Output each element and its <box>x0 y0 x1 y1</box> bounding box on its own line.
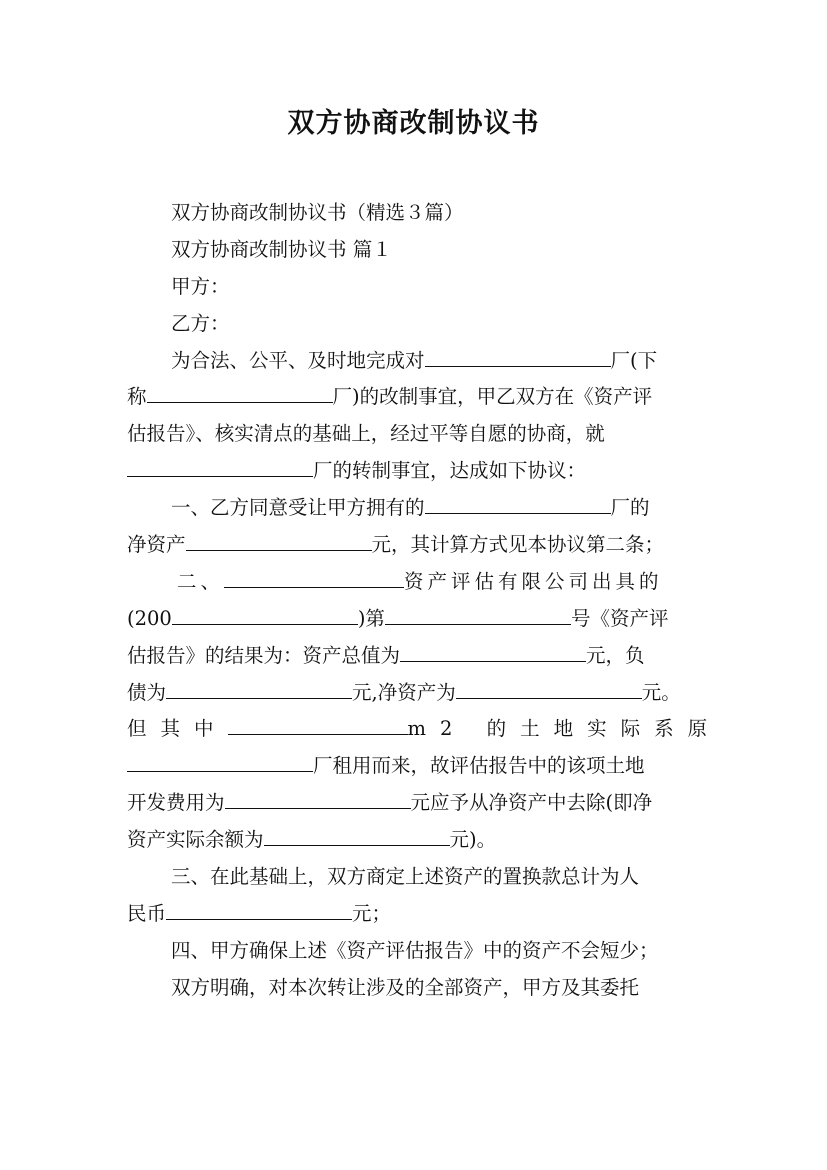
text-span: 厂的 <box>610 496 650 520</box>
fill-blank <box>425 348 611 367</box>
paragraph-line <box>127 379 717 416</box>
paragraph-line <box>127 453 717 490</box>
text-span: 双方明确，对本次转让涉及的全部资产，甲方及其委托 <box>171 975 640 999</box>
text-span: 厂(下 <box>610 348 658 372</box>
text-span: 资产评估有限公司出具的 <box>404 569 663 593</box>
text-span: 资产实际余额为 <box>127 828 264 852</box>
clause-2-line <box>127 711 722 748</box>
fill-blank <box>225 790 411 809</box>
text-span: 号《资产评 <box>570 606 669 630</box>
document-body <box>127 195 722 1007</box>
text-span: 债为 <box>127 680 167 704</box>
subtitle-line <box>127 195 717 232</box>
text-span: 估报告》、核实清点的基础上，经过平等自愿的协商，就 <box>127 422 605 446</box>
clause-3-line <box>127 859 717 896</box>
clause-2-line <box>127 638 717 675</box>
clause-2-line <box>127 785 717 822</box>
text-span: 双方协商改制协议书 篇１ <box>171 237 392 261</box>
clause-4-line <box>127 933 717 970</box>
text-span: 元,净资产为 <box>352 680 456 704</box>
fill-blank <box>228 716 408 735</box>
paragraph-line <box>127 343 717 380</box>
text-span: 元应予从净资产中去除(即净 <box>410 791 653 815</box>
text-span: 四、甲方确保上述《资产评估报告》中的资产不会短少； <box>171 938 659 962</box>
text-span: 一、乙方同意受让甲方拥有的 <box>171 496 425 520</box>
clause-2-line <box>127 675 717 712</box>
fill-blank <box>264 827 450 846</box>
paragraph-line <box>127 970 717 1007</box>
clause-1-line <box>127 490 717 527</box>
text-span: 元； <box>352 901 392 925</box>
text-span: 称 <box>127 385 147 409</box>
fill-blank <box>166 680 352 699</box>
text-span: 双方协商改制协议书（精选３篇） <box>171 201 464 224</box>
text-span: m2 的土地实际系原 <box>407 717 722 741</box>
document-title: 双方协商改制协议书 <box>287 108 540 139</box>
fill-blank <box>127 458 313 477</box>
clause-3-line <box>127 896 717 933</box>
text-span: 元)。 <box>449 828 497 852</box>
text-span: 厂租用而来，故评估报告中的该项土地 <box>313 754 645 778</box>
text-span: (200 <box>127 606 172 630</box>
clause-1-line <box>127 527 717 564</box>
party-a-line <box>127 269 717 306</box>
fill-blank <box>224 569 404 588</box>
text-span: 净资产 <box>127 533 186 557</box>
clause-2-line <box>127 601 717 638</box>
text-span: )第 <box>357 606 385 630</box>
text-span: 元，其计算方式见本协议第二条； <box>371 533 665 557</box>
text-span: 三、在此基础上，双方商定上述资产的置换款总计为人 <box>171 865 640 889</box>
text-span: 民币 <box>127 901 167 925</box>
section-heading <box>127 232 717 269</box>
text-span: 元，负 <box>586 643 645 667</box>
text-span: 乙方： <box>171 311 230 335</box>
text-span: 厂的转制事宜，达成如下协议： <box>313 459 587 483</box>
text-span: 开发费用为 <box>127 791 225 815</box>
text-span: 但其中 <box>127 717 228 741</box>
fill-blank <box>385 606 571 625</box>
text-span: 为合法、公平、及时地完成对 <box>171 348 425 372</box>
fill-blank <box>166 901 352 920</box>
clause-2-line <box>127 564 717 601</box>
text-span: 元。 <box>641 680 681 704</box>
text-span: 甲方： <box>171 274 230 298</box>
fill-blank <box>456 680 642 699</box>
text-span: 二、 <box>177 569 225 593</box>
text-span: 估报告》的结果为：资产总值为 <box>127 643 401 667</box>
fill-blank <box>400 643 586 662</box>
party-b-line <box>127 306 717 343</box>
fill-blank <box>147 384 333 403</box>
clause-2-line <box>127 822 717 859</box>
fill-blank <box>172 606 358 625</box>
clause-2-line <box>127 748 717 785</box>
fill-blank <box>186 532 372 551</box>
text-span: 厂)的改制事宜，甲乙双方在《资产评 <box>332 385 653 409</box>
paragraph-line <box>127 416 717 453</box>
fill-blank <box>425 495 611 514</box>
fill-blank <box>127 753 313 772</box>
